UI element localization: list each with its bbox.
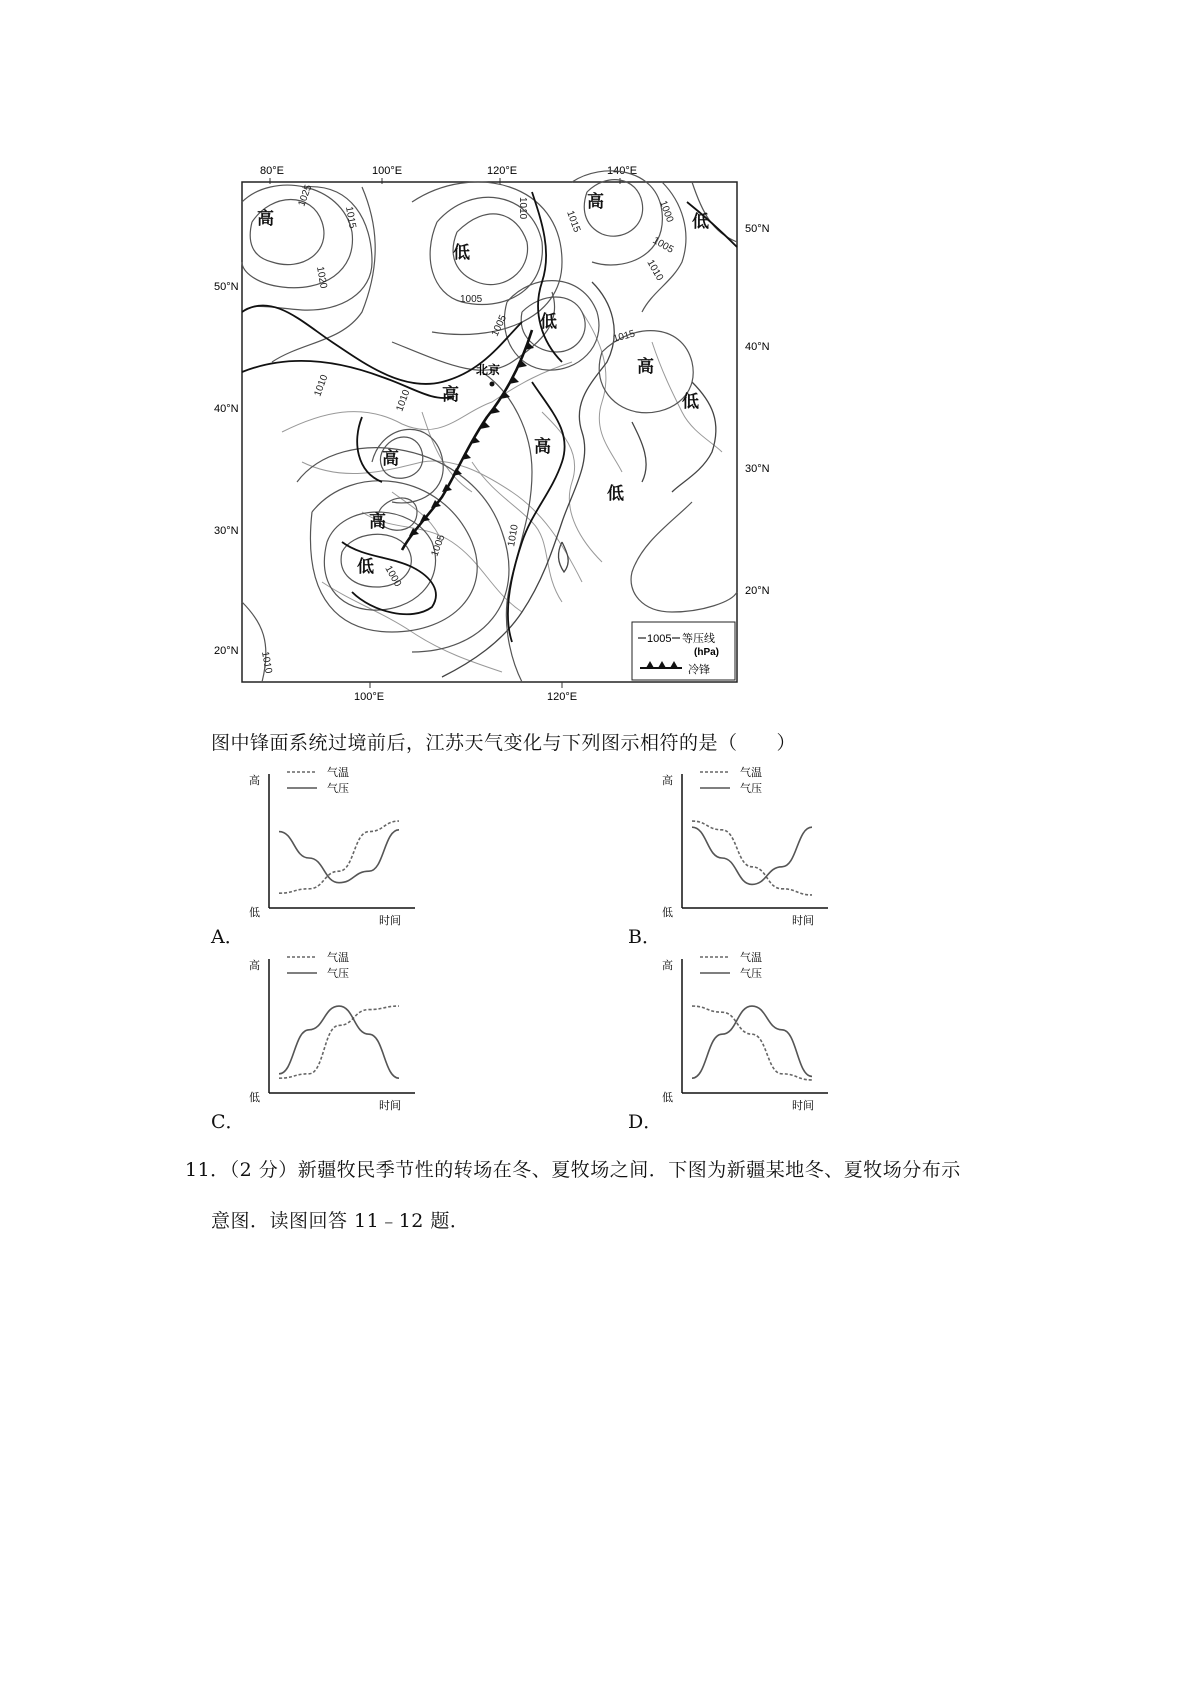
pressure-line: [279, 830, 399, 883]
y-high-label: 高: [662, 774, 673, 787]
question-text: 图中锋面系统过境前后，江苏天气变化与下列图示相符的是（ ）: [211, 732, 797, 754]
lat-label: 20°N: [745, 585, 770, 597]
legend-front-label: 冷锋: [688, 663, 710, 676]
isobar-label: 1010: [394, 388, 413, 414]
lat-label: 30°N: [745, 463, 770, 475]
x-axis-label: 时间: [792, 1099, 814, 1112]
question-11-line1: 11．（2 分）新疆牧民季节性的转场在冬、夏牧场之间．下图为新疆某地冬、夏牧场分布示: [185, 1159, 961, 1181]
isobar-label: 1010: [644, 258, 666, 283]
city-beijing: 北京: [476, 363, 501, 377]
legend-isobar-value: 1005: [647, 633, 672, 645]
high-center: 高: [369, 512, 386, 532]
cold-front: [402, 330, 534, 550]
y-low-label: 低: [249, 1091, 260, 1104]
lon-label: 80°E: [260, 165, 284, 177]
isobar-label: 1000: [657, 199, 676, 224]
low-center: 低: [453, 243, 470, 263]
y-low-label: 低: [662, 906, 673, 919]
legend-pressure-label: 气压: [740, 967, 762, 980]
isobar-label: 1010: [517, 197, 528, 220]
lat-label: 50°N: [214, 281, 239, 293]
y-low-label: 低: [249, 906, 260, 919]
isobar-label: 1025: [296, 183, 315, 209]
lon-label: 140°E: [607, 165, 638, 177]
lat-label: 50°N: [745, 223, 770, 235]
isobar-label: 1015: [343, 205, 358, 230]
high-center: 高: [382, 449, 399, 469]
option-b-label: B．: [628, 926, 661, 948]
legend-temp-label: 气温: [327, 951, 349, 964]
isobar-label: 1005: [489, 313, 510, 339]
isobar-label: 1015: [564, 209, 583, 234]
isobar-label: 1020: [314, 265, 329, 290]
pressure-line: [692, 827, 812, 884]
y-high-label: 高: [249, 774, 260, 787]
legend-temp-label: 气温: [740, 951, 762, 964]
low-center: 低: [692, 212, 709, 232]
isobar-label: 1005: [460, 294, 483, 305]
isobar-label: 1010: [506, 523, 521, 548]
low-center: 低: [357, 557, 374, 577]
isobar-label: 1015: [611, 328, 637, 345]
high-center: 高: [637, 357, 654, 377]
weather-map: [214, 162, 802, 703]
low-center: 低: [540, 312, 557, 332]
thick-isobars: [242, 192, 737, 642]
isobar-label: 1005: [429, 533, 448, 559]
isobar-label: 1000: [382, 564, 404, 589]
y-high-label: 高: [249, 959, 260, 972]
lon-label: 120°E: [547, 691, 578, 703]
lat-label: 30°N: [214, 525, 239, 537]
option-a-label: A．: [211, 926, 244, 948]
isobar-label: 1005: [650, 235, 676, 256]
legend-isobar-label: 等压线: [682, 632, 715, 645]
pressure-line: [279, 1006, 399, 1078]
legend-temp-label: 气温: [327, 766, 349, 779]
lon-label: 100°E: [372, 165, 403, 177]
lat-label: 40°N: [745, 341, 770, 353]
x-axis-label: 时间: [379, 1099, 401, 1112]
map-legend: [632, 622, 735, 680]
x-axis-label: 时间: [379, 914, 401, 927]
x-axis-label: 时间: [792, 914, 814, 927]
question-11-line2: 意图．读图回答 11﹣12 题．: [211, 1210, 470, 1232]
y-low-label: 低: [662, 1091, 673, 1104]
low-center: 低: [682, 392, 699, 412]
legend-temp-label: 气温: [740, 766, 762, 779]
lon-label: 120°E: [487, 165, 518, 177]
mini-chart-a: [245, 760, 415, 930]
isobar-label: 1010: [259, 650, 274, 675]
high-center: 高: [534, 437, 551, 457]
lat-label: 40°N: [214, 403, 239, 415]
legend-isobar-unit: (hPa): [694, 647, 719, 658]
mini-chart-b: [658, 760, 828, 930]
legend-pressure-label: 气压: [327, 967, 349, 980]
city-dot: [490, 382, 495, 387]
option-c-label: C．: [211, 1111, 245, 1133]
isobar-label: 1010: [312, 373, 331, 399]
option-d-label: D．: [628, 1111, 663, 1133]
low-center: 低: [607, 484, 624, 504]
lat-label: 20°N: [214, 645, 239, 657]
high-center: 高: [587, 192, 604, 212]
legend-pressure-label: 气压: [740, 782, 762, 795]
map-frame: [242, 182, 737, 682]
high-center: 高: [257, 209, 274, 229]
legend-pressure-label: 气压: [327, 782, 349, 795]
lon-label: 100°E: [354, 691, 385, 703]
mini-chart-d: [658, 945, 828, 1115]
pressure-line: [692, 1006, 812, 1078]
y-high-label: 高: [662, 959, 673, 972]
high-center: 高: [442, 385, 459, 405]
mini-chart-c: [245, 945, 415, 1115]
